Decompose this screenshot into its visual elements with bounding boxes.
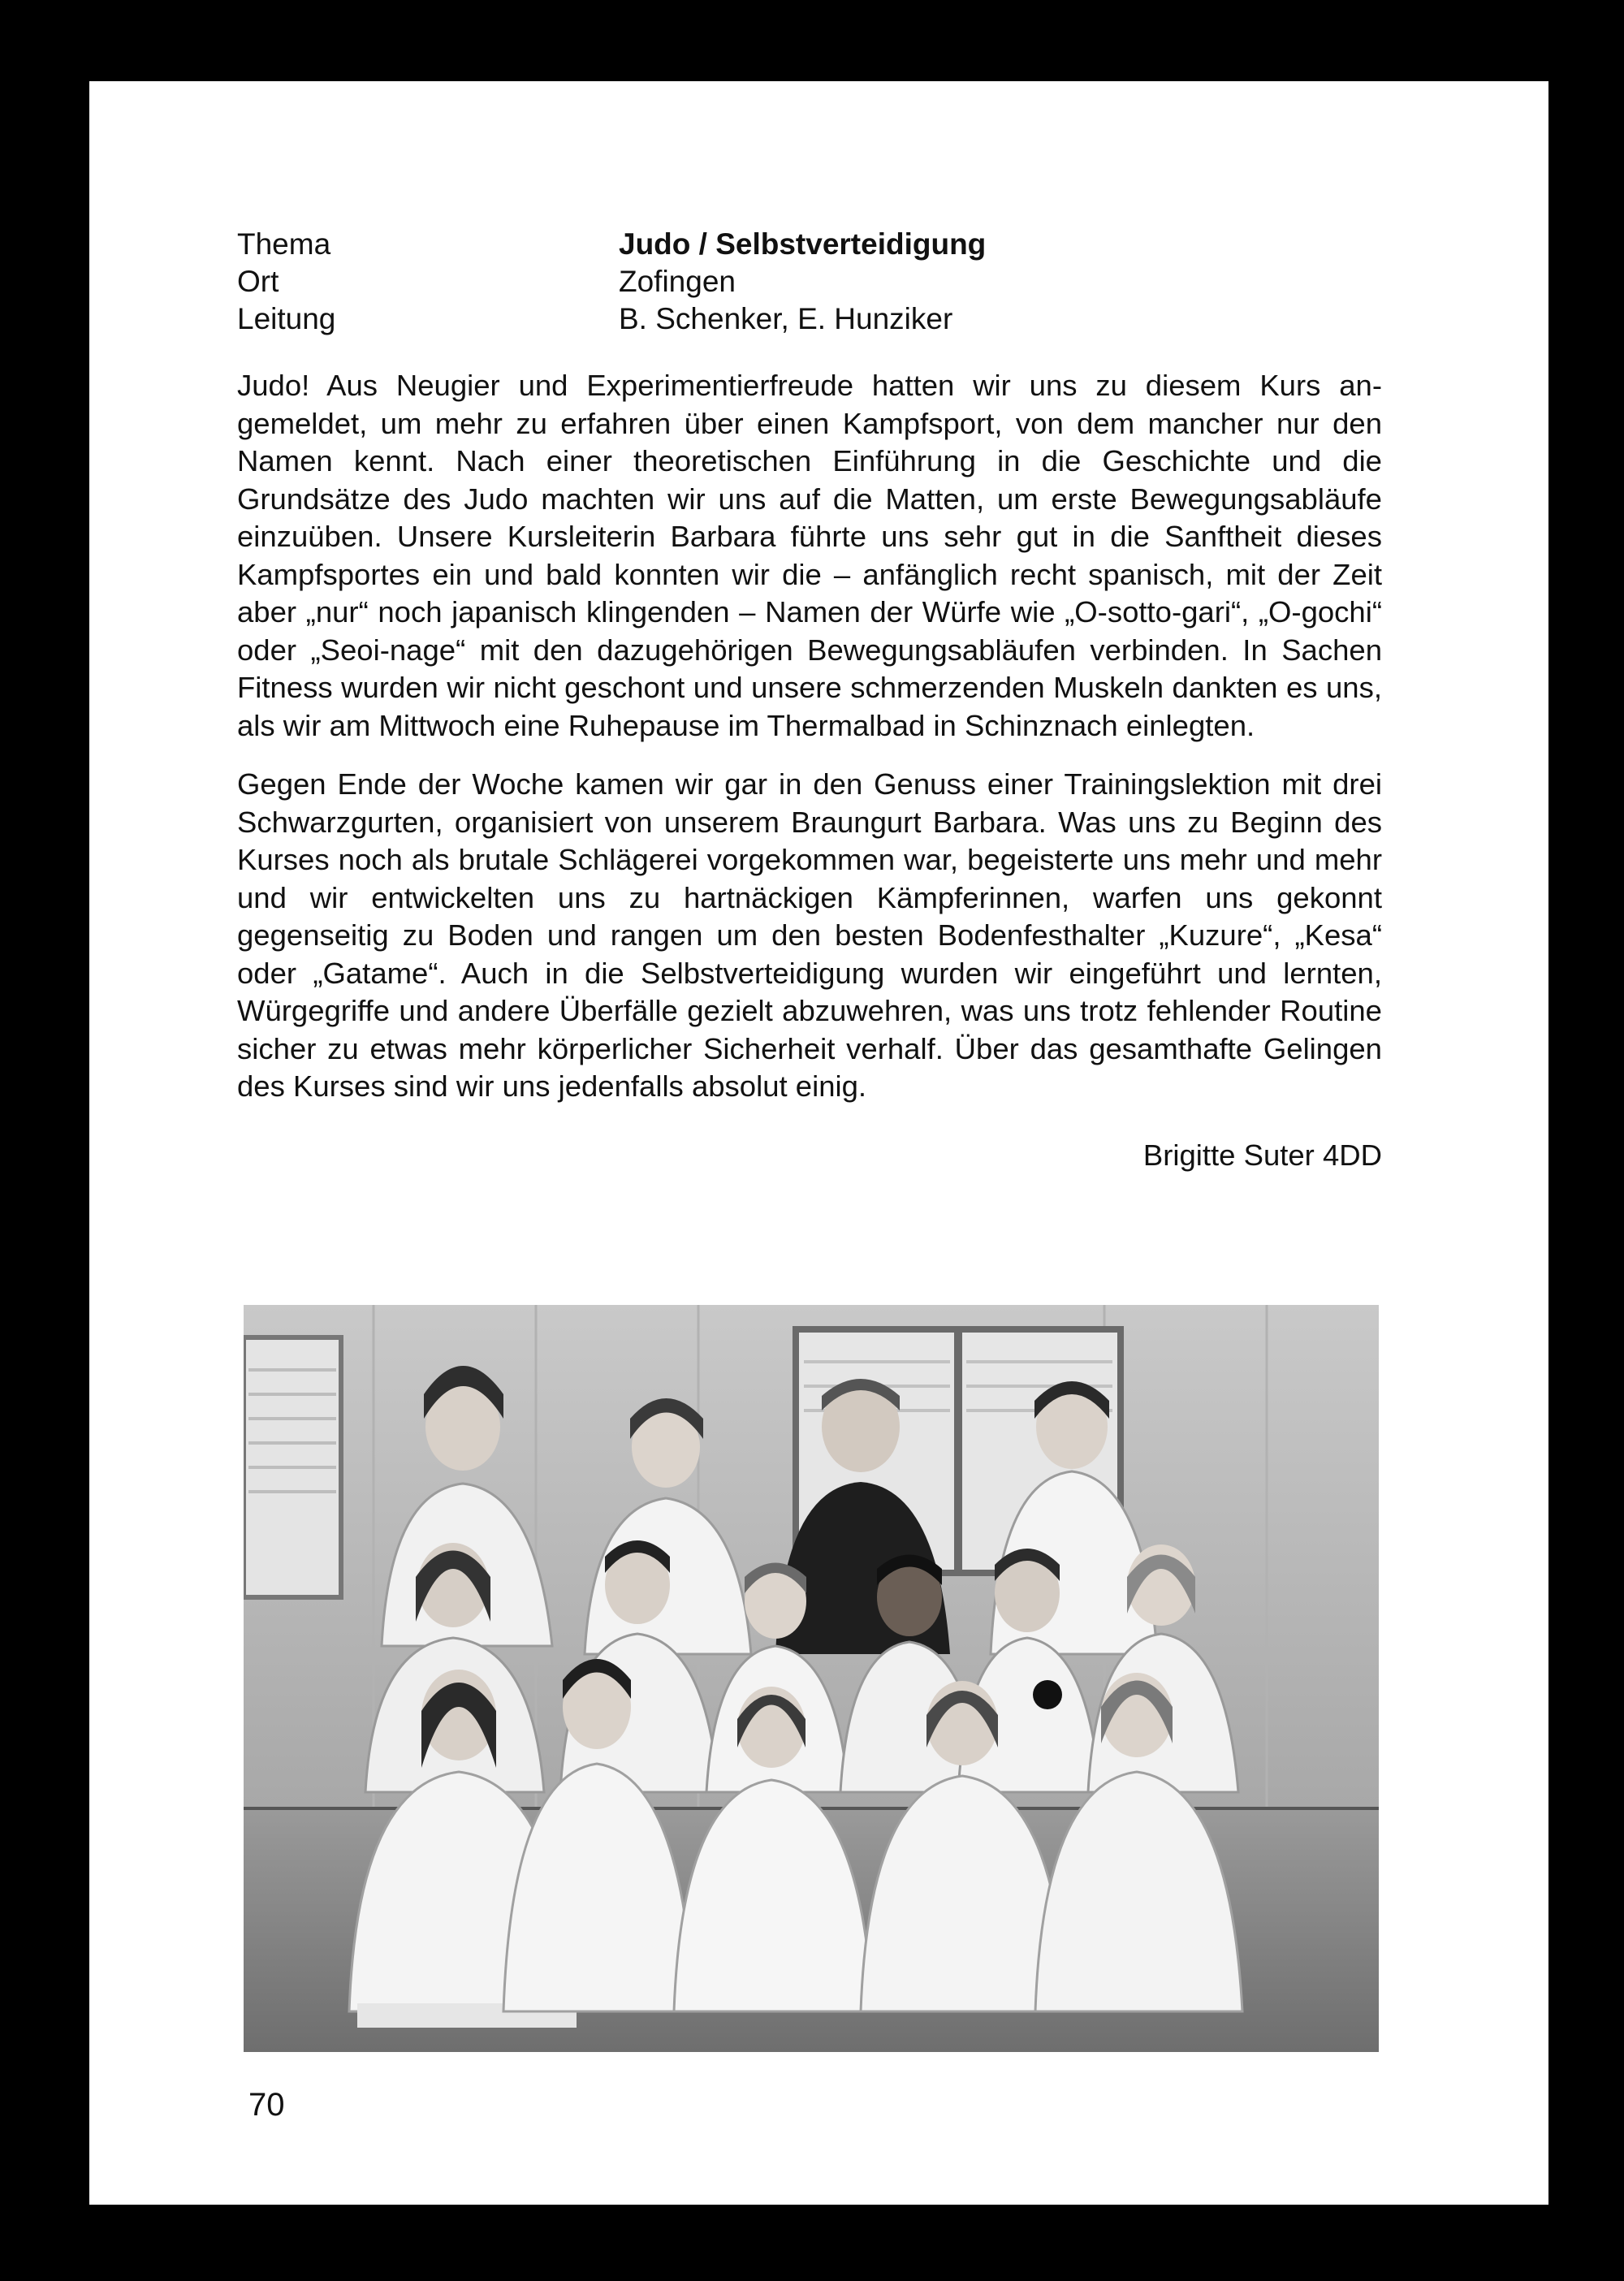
topic-value: Judo / Selbstverteidigung bbox=[619, 227, 987, 261]
page bbox=[89, 81, 1548, 2205]
article-content bbox=[237, 226, 1382, 1173]
leader-label: Leitung bbox=[237, 302, 336, 335]
location-label: Ort bbox=[237, 265, 279, 298]
topic-label: Thema bbox=[237, 227, 331, 261]
paragraph-2: Gegen Ende der Woche kamen wir gar in den Genuss einer Trainingslektion mit drei Schwarzgurten, organisiert von unserem Braungurt Barbara. Was uns zu Beginn des Kurses noch als brutale Schlägerei vorgekommen war, begeisterte uns mehr und mehr und wir entwickelten uns zu hartnäckigen Kämpferinnen, warfen uns gekonnt gegenseitig zu Boden und rangen um den besten Bodenfesthalter „Kuzure“, „Kesa“ oder „Gatame“. Auch in die Selbstverteidigung wurden wir eingeführt und lernten, Würgegriffe und andere Überfälle gezielt abzuwehren, was uns trotz fehlender Routine sicher zu etwas mehr körperlicher Sicherheit verhalf. Über das gesamthafte Gelingen des Kurses sind wir uns jedenfalls absolut einig. bbox=[237, 767, 1382, 1103]
paragraph-1: Judo! Aus Neugier und Experimentierfreude hatten wir uns zu diesem Kurs angemeldet, um mehr zu erfahren über einen Kampfsport, von dem mancher nur den Namen kennt. Nach einer theoretischen Einführung in die Geschichte und die Grundsätze des Judo machten wir uns auf die Matten, um erste Bewegungsabläufe einzuüben. Unsere Kursleiterin Barbara führte uns sehr gut in die Sanftheit dieses Kampfsportes ein und bald konnten wir die – anfänglich recht spanisch, mit der Zeit aber „nur“ noch japanisch klingenden – Namen der Würfe wie „O-sotto-gari“, „O-gochi“ oder „Seoi-nage“ mit den dazugehörigen Bewegungsabläufen verbinden. In Sachen Fitness wurden wir nicht geschont und unsere schmerzenden Muskeln dankten es uns, als wir am Mittwoch eine Ruhepause im Thermalbad in Schinznach einlegten. bbox=[237, 369, 1382, 742]
page-number: 70 bbox=[248, 2087, 285, 2123]
article-body bbox=[237, 367, 1382, 1106]
location-value: Zofingen bbox=[619, 265, 736, 298]
course-info-table bbox=[237, 226, 1382, 338]
front-row bbox=[349, 1659, 1242, 2028]
group-photo-illustration bbox=[244, 1305, 1379, 2052]
window-left bbox=[244, 1337, 341, 1597]
group-photo bbox=[244, 1305, 1379, 2052]
author-signature: Brigitte Suter 4DD bbox=[1142, 1138, 1382, 1172]
leader-value: B. Schenker, E. Hunziker bbox=[619, 302, 953, 335]
